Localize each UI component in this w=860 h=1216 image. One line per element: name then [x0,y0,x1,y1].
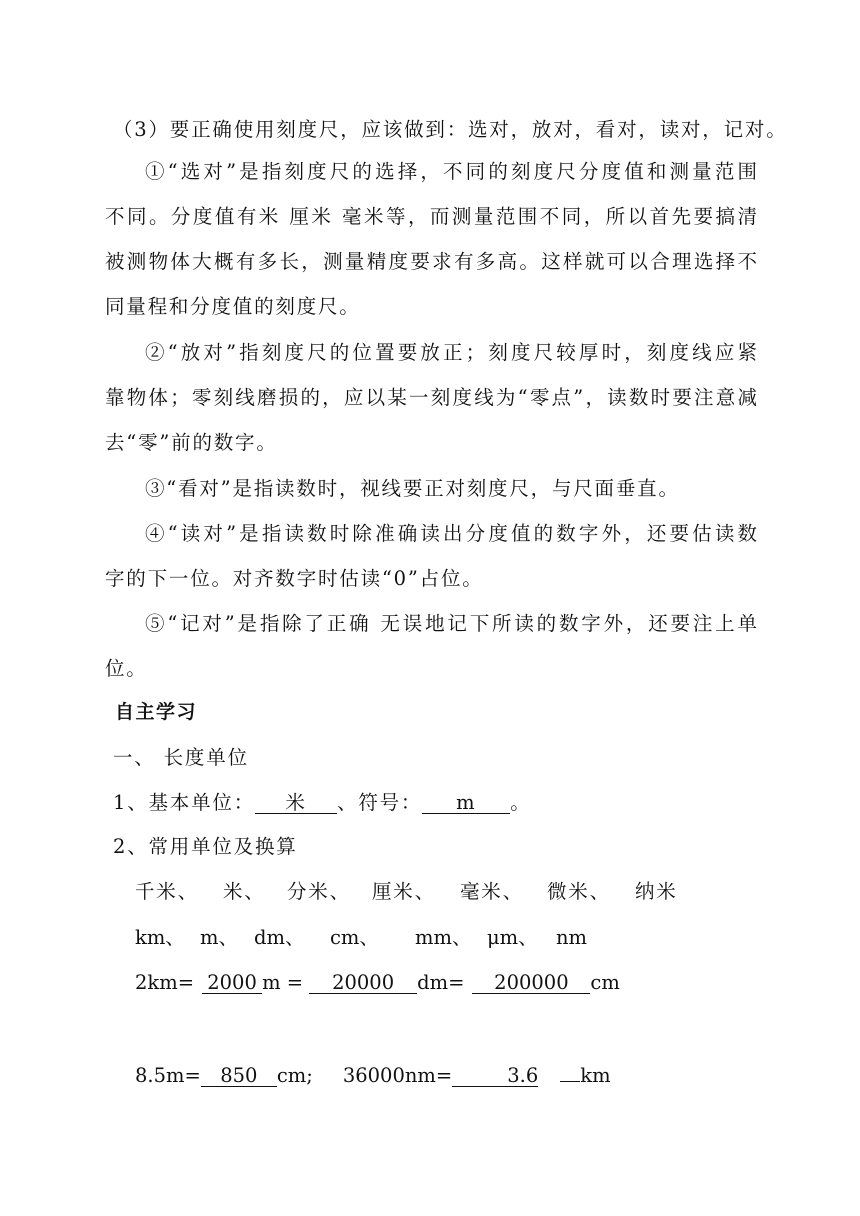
conversion-line-2 [135,1066,611,1087]
item-4-line-1: ④“读对”是指读数时除准确读出分度值的数字外，还要估读数 [145,522,757,545]
conv-text: 8.5m= [135,1064,201,1087]
section-heading: 自主学习 [115,701,198,723]
item-1-line-1: ①“选对”是指刻度尺的选择，不同的刻度尺分度值和测量范围 [145,160,757,183]
item-3-line-1: ③“看对”是指读数时，视线要正对刻度尺，与尺面垂直。 [145,477,680,500]
conv-answer: 850 [201,1066,277,1087]
item-2-line-2: 靠物体；零刻线磨损的，应以某一刻度线为“零点”，读数时要注意减 [105,386,757,409]
conv-text: cm [590,971,620,994]
symbol-label: 、符号： [337,791,423,814]
unit-symbol: dm、 [254,926,305,949]
conv-answer: 20000 [309,973,417,994]
item-2-line-1: ②“放对”指刻度尺的位置要放正；刻度尺较厚时，刻度线应紧 [145,341,757,364]
conv-text: km [580,1064,611,1087]
unit-name: 厘米、 [372,880,436,903]
subsection-title: 一、 长度单位 [113,746,249,769]
unit-symbol: nm [556,926,588,949]
item-1-line-2: 不同。分度值有米 厘米 毫米等，而测量范围不同，所以首先要搞清 [105,205,757,228]
unit-name: 纳米 [635,880,678,903]
conv-answer: 3.6 [452,1066,538,1087]
item-5-line-2: 位。 [105,657,148,680]
unit-name: 毫米、 [460,880,524,903]
conversion-line-1 [135,973,620,994]
common-units-title: 2、常用单位及换算 [113,835,298,858]
conv-answer: 200000 [472,973,590,994]
unit-symbol: μm、 [487,926,538,949]
unit-symbol: m、 [200,926,238,949]
item-5-line-1: ⑤“记对”是指除了正确 无误地记下所读的数字外，还要注上单 [145,612,757,635]
symbol-answer: m [422,793,510,814]
unit-symbol: mm、 [415,926,472,949]
item-1-line-4: 同量程和分度值的刻度尺。 [105,295,361,318]
conv-text: dm= [417,971,465,994]
unit-name: 微米、 [547,880,611,903]
item-2-line-3: 去“零”前的数字。 [105,431,278,454]
basic-unit-line [113,793,532,814]
unit-name: 千米、 [135,880,199,903]
item-1-line-3: 被测物体大概有多长，测量精度要求有多高。这样就可以合理选择不 [105,250,757,273]
conv-text: 2km= [135,971,195,994]
basic-unit-answer: 米 [255,793,337,814]
conv-text: 36000nm= [342,1064,453,1087]
unit-symbol: km、 [135,926,185,949]
conv-text: cm; [276,1064,313,1087]
item-4-line-2: 字的下一位。对齐数字时估读“0”占位。 [105,567,484,590]
basic-unit-label: 1、基本单位： [113,791,256,814]
line-end-mark: 。 [510,791,532,814]
unit-symbol: cm、 [330,926,379,949]
conv-text: m = [262,971,304,994]
rule-intro: （3）要正确使用刻度尺，应该做到：选对，放对，看对，读对，记对。 [113,118,788,141]
conv-answer: 2000 [202,973,262,994]
unit-name: 分米、 [287,880,351,903]
unit-name: 米、 [223,880,266,903]
